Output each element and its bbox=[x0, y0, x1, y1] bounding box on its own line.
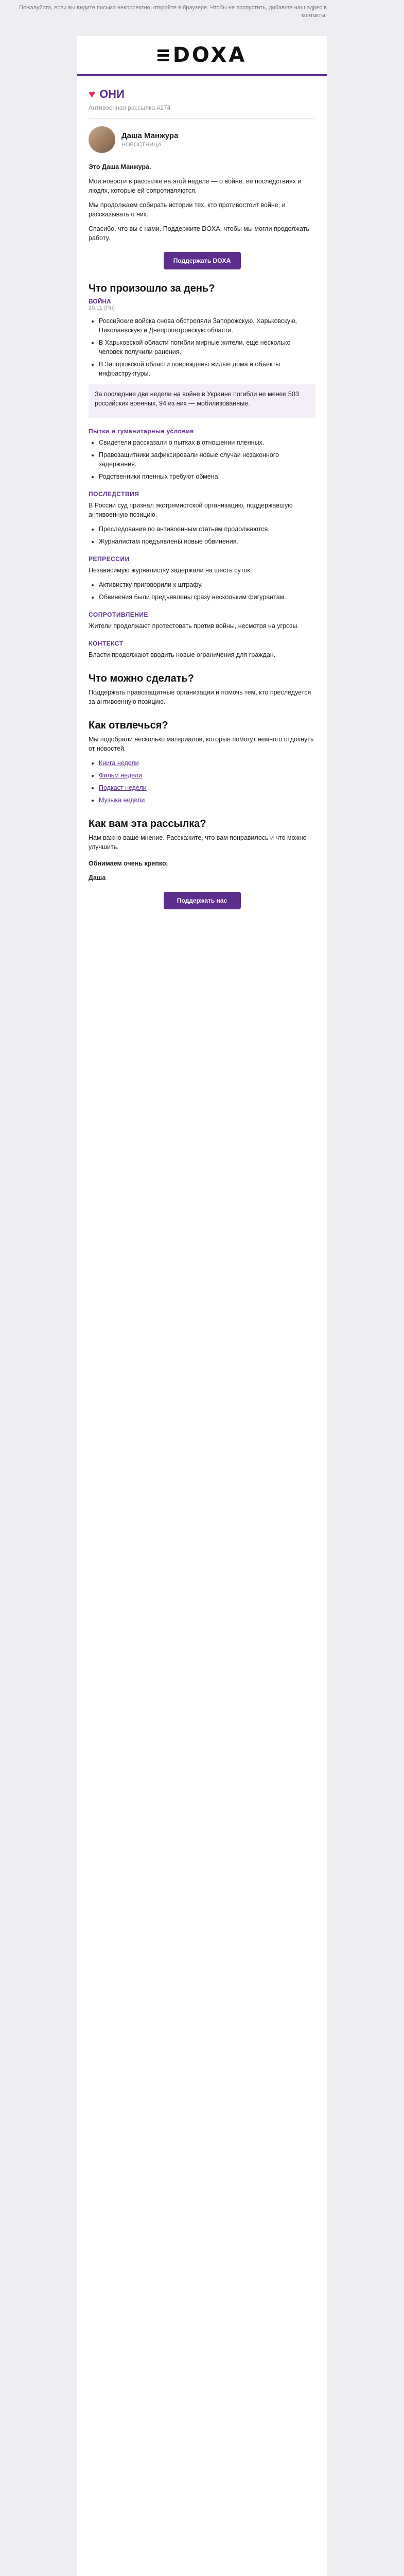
section-title: Что можно сделать? bbox=[89, 673, 194, 684]
list-item: • Журналистам предъявлены новые обвинения. bbox=[99, 537, 315, 546]
greeting: Это Даша Манжура. bbox=[89, 163, 151, 171]
author-block bbox=[89, 126, 315, 153]
subsection-title: ПОСЛЕДСТВИЯ bbox=[89, 490, 139, 498]
news-list bbox=[89, 438, 315, 481]
list-item: • Активистку приговорили к штрафу. bbox=[99, 580, 315, 589]
signoff-name: Даша bbox=[89, 874, 106, 882]
list-item: • Родственники пленных требуют обмена. bbox=[99, 472, 315, 481]
section-title: Как отвлечься? bbox=[89, 720, 168, 731]
section-paragraph: Нам важно ваше мнение. Расскажите, что вам понравилось и что можно улучшить. bbox=[89, 834, 307, 851]
subsection-title: КОНТЕКСТ bbox=[89, 640, 124, 647]
list-item[interactable]: • Музыка недели bbox=[99, 795, 315, 805]
subsection-title: РЕПРЕССИИ bbox=[89, 555, 130, 563]
list-item: • Правозащитники зафиксировали новые случаи незаконного задержания. bbox=[99, 450, 315, 469]
news-list bbox=[89, 524, 315, 546]
intro-paragraph: Спасибо, что вы с нами. Поддержите DOXA, чтобы мы могли продолжать работу. bbox=[89, 225, 309, 242]
author-name: Даша Манжура bbox=[121, 131, 179, 140]
browser-notice[interactable]: Пожалуйста, если вы видите письмо некорректно, откройте в браузере. Чтобы не пропустить, добавьте наш адрес в контакты. bbox=[19, 5, 327, 19]
section-title: Что произошло за день? bbox=[89, 283, 215, 294]
news-paragraph: Независимую журналистку задержали на шесть суток. bbox=[89, 567, 252, 574]
intro-paragraph: Мои новости в рассылке на этой неделе — о войне, ее последствиях и людях, которые ей сопротивляются. bbox=[89, 178, 302, 194]
divider bbox=[89, 118, 315, 119]
list-item: • Российские войска снова обстреляли Запорожскую, Харьковскую, Николаевскую и Днепропетровскую области. bbox=[99, 316, 315, 335]
list-item: • В Запорожской области повреждены жилые дома и объекты инфраструктуры. bbox=[99, 360, 315, 378]
date-label: 20.11 (Пн) bbox=[89, 305, 115, 311]
list-item[interactable]: • Фильм недели bbox=[99, 771, 315, 780]
news-paragraph: Власти продолжают вводить новые ограничения для граждан. bbox=[89, 651, 276, 658]
section-tag: ВОЙНА bbox=[89, 298, 111, 305]
subsection-title: Пытки и гуманитарные условия bbox=[89, 428, 194, 435]
logo[interactable] bbox=[77, 36, 327, 74]
intro-paragraph: Мы продолжаем собирать истории тех, кто противостоит войне, и рассказывать о них. bbox=[89, 201, 286, 218]
news-paragraph: Жители продолжают протестовать против войны, несмотря на угрозы. bbox=[89, 622, 300, 630]
brand-title: ♥ ОНИ bbox=[89, 88, 125, 100]
casualties-text: За последние две недели на войне в Украине погибли не менее 503 российских военных, 94 из них — мобилизованные. bbox=[95, 391, 299, 407]
avatar bbox=[89, 126, 115, 153]
logo-mark-icon bbox=[157, 49, 169, 61]
logo-text: DOXA bbox=[172, 43, 247, 67]
section-title: Как вам эта рассылка? bbox=[89, 818, 206, 829]
list-item: • Свидетели рассказали о пытках в отношении пленных. bbox=[99, 438, 315, 447]
section-paragraph: Мы подобрали несколько материалов, которые помогут немного отдохнуть от новостей. bbox=[89, 736, 314, 752]
newsletter-card bbox=[77, 36, 327, 2576]
support-button[interactable]: Поддержать DOXA bbox=[164, 252, 241, 269]
list-item[interactable]: • Подкаст недели bbox=[99, 783, 315, 792]
list-item: • Обвинения были предъявлены сразу нескольким фигурантам. bbox=[99, 592, 315, 602]
issue-number: Антивоенная рассылка #274 bbox=[89, 104, 171, 111]
section-paragraph: Поддержать правозащитные организации и помочь тем, кто преследуется за антивоенную позицию. bbox=[89, 689, 311, 705]
list-item: • В Харьковской области погибли мирные жители, еще несколько человек получили ранения. bbox=[99, 338, 315, 357]
list-item[interactable]: • Книга недели bbox=[99, 758, 315, 768]
header-band bbox=[77, 74, 327, 76]
news-list bbox=[89, 580, 315, 602]
heart-icon: ♥ bbox=[89, 88, 96, 100]
subsection-title: СОПРОТИВЛЕНИЕ bbox=[89, 611, 149, 618]
highlight-box bbox=[89, 384, 315, 418]
author-role: НОВОСТНИЦА bbox=[121, 142, 162, 148]
distract-list bbox=[89, 758, 315, 805]
list-item: • Преследования по антивоенным статьям продолжаются. bbox=[99, 524, 315, 534]
news-list bbox=[89, 316, 315, 378]
support-button-bottom[interactable]: Поддержать нас bbox=[164, 892, 241, 909]
news-paragraph: В России суд признал экстремистской организацию, поддержавшую антивоенную позицию. bbox=[89, 502, 293, 518]
signoff: Обнимаем очень крепко, bbox=[89, 860, 168, 867]
